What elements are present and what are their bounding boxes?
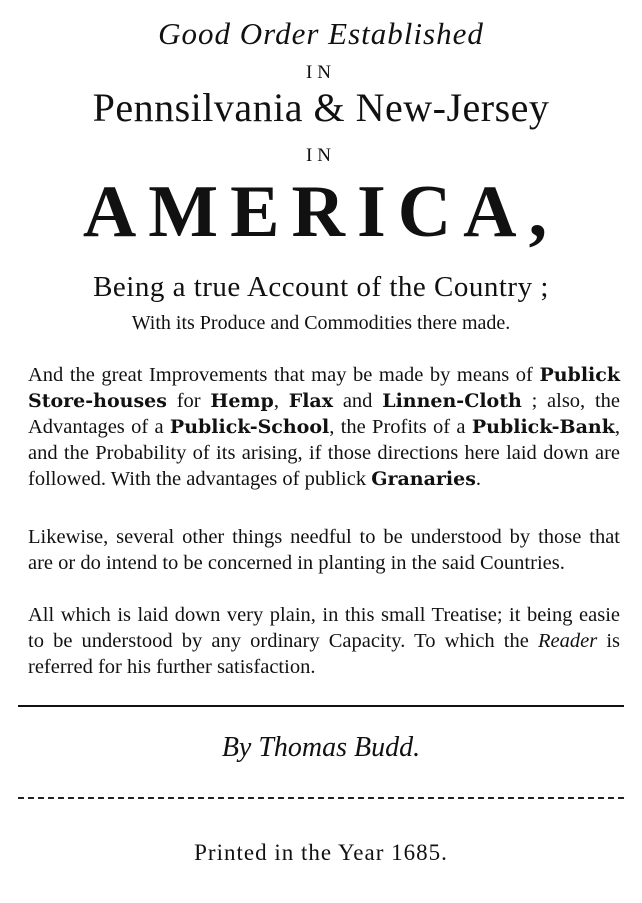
title-line-good-order: Good Order Established	[158, 16, 484, 51]
para1-text-c1: for	[166, 390, 211, 412]
title-in-2: IN	[305, 145, 337, 166]
word-reader: Reader	[537, 630, 598, 652]
divider-bottom	[18, 797, 624, 799]
blackletter-linnen-cloth: Linnen-Cloth	[382, 390, 522, 412]
para1-text-c3: and	[333, 390, 383, 412]
para1-text-a: And the great Improvements that may be made by means of	[28, 364, 540, 386]
para1-text-c2: ,	[273, 390, 289, 412]
title-in-1: IN	[305, 62, 337, 83]
title-america: AMERICA,	[82, 171, 560, 253]
imprint-line: Printed in the Year 1685.	[194, 840, 448, 865]
author-line: By Thomas Budd.	[221, 732, 421, 763]
para1-text-c6: , and the Probability of its arising, if those directions here laid down are followed. With the advantages of publick	[28, 416, 620, 490]
para3-text-b: is referred for his further satisfaction.	[28, 630, 620, 678]
subtitle-being-true-account: Being a true Account of the Country ;	[93, 271, 549, 303]
para1-text-c4: ; also, the Advantages of a	[28, 390, 620, 438]
title-line-pennsilvania: Pennsilvania & New-Jersey	[92, 85, 550, 130]
blackletter-publick-bank: Publick-Bank	[471, 416, 615, 438]
para3-text-a: All which is laid down very plain, in this small Treatise; it being easie to be understood by any ordinary Capacity. To which the	[28, 604, 620, 652]
blackletter-granaries: Granaries	[371, 468, 476, 490]
paragraph-improvements	[28, 362, 620, 492]
blackletter-hemp: Hemp	[210, 390, 274, 412]
para1-text-c5: , the Profits of a	[329, 416, 472, 438]
para1-text-c7: .	[475, 468, 482, 490]
blackletter-store-houses: Publick Store-houses	[28, 364, 620, 412]
paragraph-likewise: Likewise, several other things needful to be understood by those that are or do intend to be concerned in planting in the said Countries.	[28, 526, 620, 574]
blackletter-flax: Flax	[288, 390, 334, 412]
subtitle-produce: With its Produce and Commodities there made.	[131, 312, 511, 334]
divider-top	[18, 705, 624, 707]
blackletter-publick-school: Publick-School	[169, 416, 330, 438]
paragraph-all-which	[28, 602, 620, 680]
